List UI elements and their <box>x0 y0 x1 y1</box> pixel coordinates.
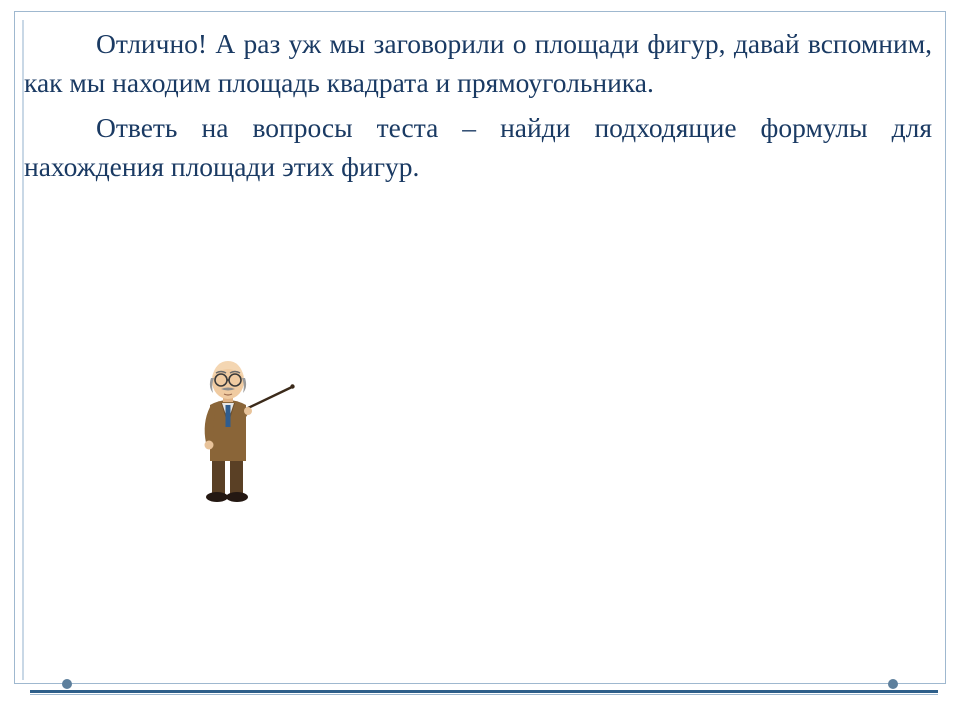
paragraph-1: Отлично! А раз уж мы заговорили о площади фигур, давай вспомним, как мы находим площадь квадрата и прямоугольника. <box>24 28 932 99</box>
slide-text-body <box>24 24 932 186</box>
decorative-dot-right <box>888 679 898 689</box>
paragraph-2: Ответь на вопросы теста – найди подходящие формулы для нахождения площади этих фигур. <box>24 112 932 183</box>
teacher-illustration <box>188 347 296 507</box>
bottom-rule-secondary <box>30 694 938 695</box>
decorative-dot-left <box>62 679 72 689</box>
bottom-rule <box>30 690 938 693</box>
